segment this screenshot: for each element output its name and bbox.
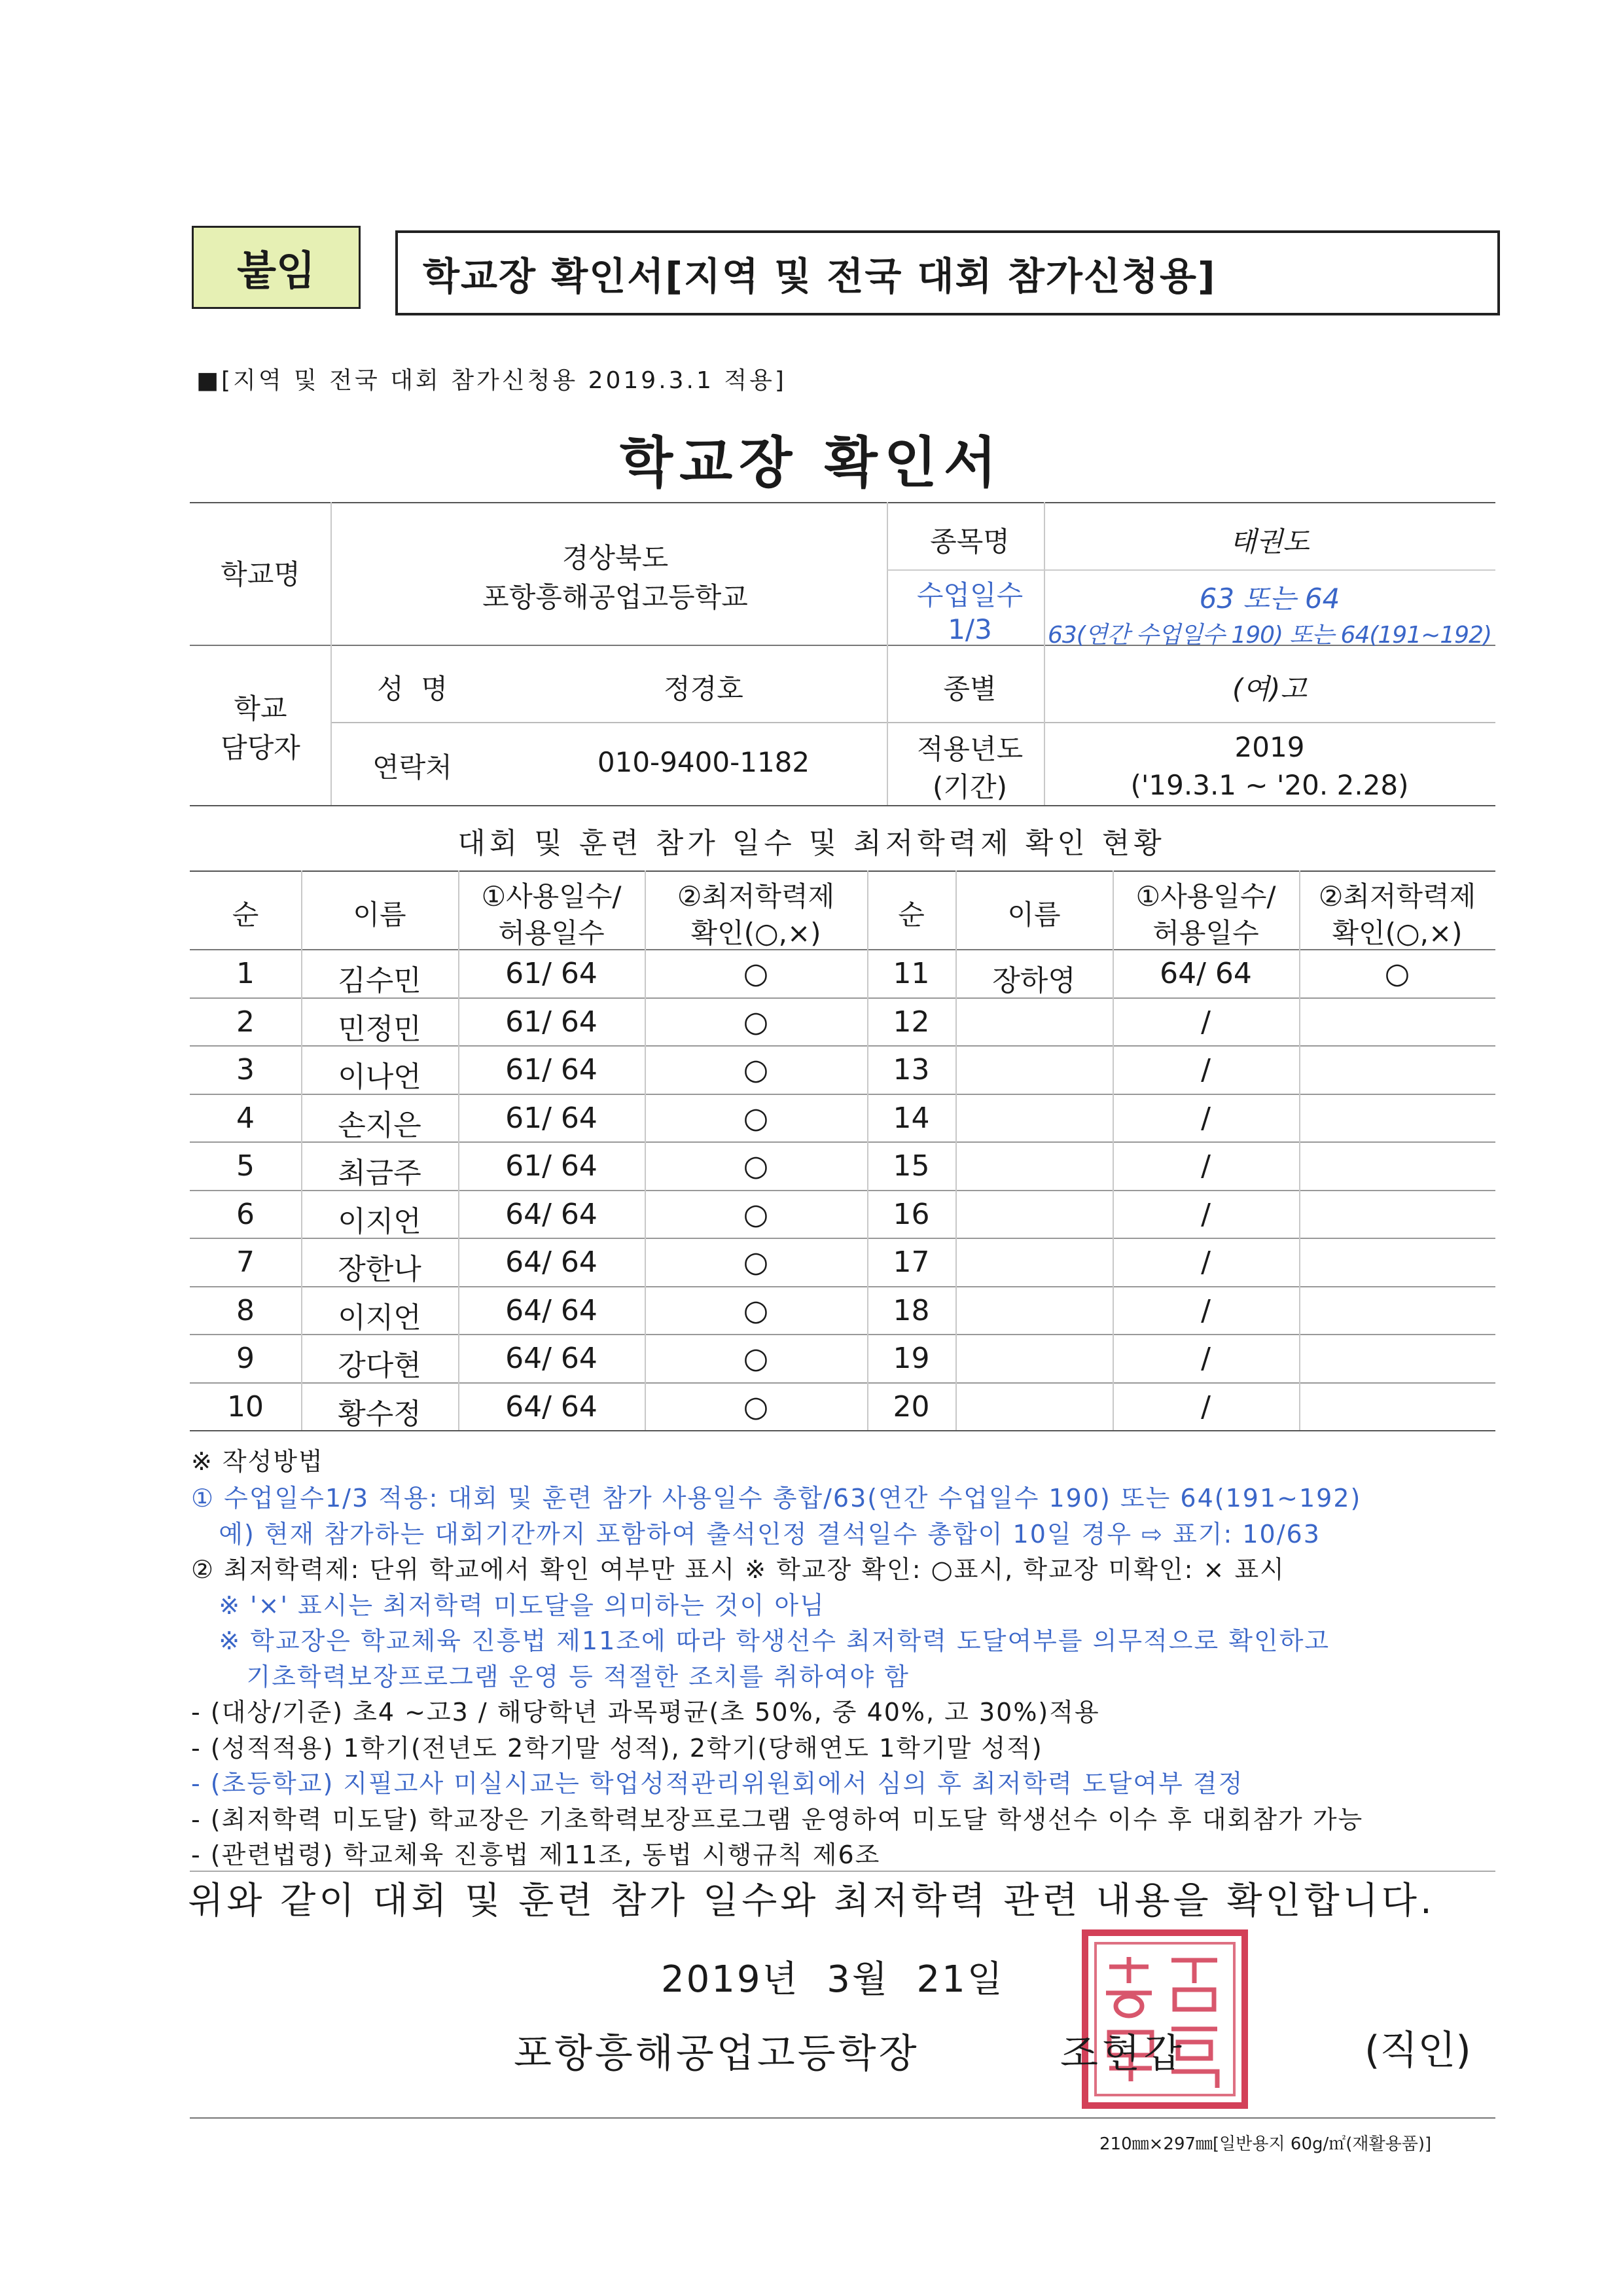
principal-school: 포항흥해공업고등학장 — [514, 2031, 919, 2077]
row-no: 20 — [893, 1390, 930, 1424]
row-name: 민정민 — [338, 1012, 421, 1046]
row-days: / — [1201, 1101, 1211, 1135]
document-header-title: 학교장 확인서[지역 및 전국 대회 참가신청용] — [395, 230, 1500, 315]
header-days-1: ①사용일수/ — [481, 880, 622, 912]
row-name: 최금주 — [338, 1157, 421, 1190]
row-no: 8 — [236, 1293, 255, 1327]
row-no: 12 — [893, 1005, 930, 1039]
row-days: 64/ 64 — [505, 1246, 597, 1279]
row-days: / — [1201, 1390, 1211, 1424]
row-days: 61/ 64 — [505, 957, 597, 990]
class-days-label-1: 수업일수 — [916, 579, 1024, 611]
gender-value: (여)고 — [1232, 673, 1307, 705]
note-line: ① 수업일수1/3 적용: 대회 및 훈련 참가 사용일수 총합/63(연간 수업일수 190) 또는 64(191~192) — [191, 1484, 1362, 1513]
row-no: 16 — [893, 1197, 930, 1231]
name-label: 성 명 — [377, 673, 448, 705]
row-days: 61/ 64 — [505, 1149, 597, 1183]
header-name: 이름 — [353, 899, 406, 931]
class-days-value: 63 또는 64 — [1199, 583, 1340, 615]
row-check: ○ — [743, 1390, 769, 1424]
row-days: / — [1201, 1197, 1211, 1231]
row-no: 17 — [893, 1246, 930, 1279]
note-line: ② 최저학력제: 단위 학교에서 확인 여부만 표시 ※ 학교장 확인: ○표시, 학교장 미확인: × 표시 — [191, 1555, 1285, 1584]
row-no: 1 — [236, 957, 255, 990]
issue-date: 2019년 3월 21일 — [661, 1958, 1005, 2001]
seal-mark: (직인) — [1364, 2028, 1471, 2073]
row-check: ○ — [743, 1005, 769, 1039]
school-name-label: 학교명 — [221, 558, 300, 590]
notes-heading: ※ 작성방법 — [191, 1447, 324, 1476]
event-value: 태권도 — [1230, 526, 1310, 558]
note-line: - (대상/기준) 초4 ~고3 / 해당학년 과목평균(초 50%, 중 40%, 고 30%)적용 — [191, 1698, 1100, 1727]
row-days: 61/ 64 — [505, 1053, 597, 1086]
row-no: 9 — [236, 1342, 255, 1375]
row-name: 이나언 — [338, 1060, 421, 1094]
row-days: / — [1201, 1246, 1211, 1279]
note-line: - (성적적용) 1학기(전년도 2학기말 성적), 2학기(당해연도 1학기말 성적) — [191, 1733, 1043, 1763]
class-days-detail: 63(연간 수업일수 190) 또는 64(191~192) — [1047, 622, 1492, 649]
row-days: / — [1201, 1053, 1211, 1086]
gender-label: 종별 — [943, 673, 997, 705]
page-title: 학교장 확인서 — [619, 431, 1004, 495]
row-days: 64/ 64 — [505, 1342, 597, 1375]
year-label-1: 적용년도 — [916, 733, 1024, 765]
contact-label-2: 담당자 — [221, 732, 300, 764]
row-no: 13 — [893, 1053, 930, 1086]
row-days: / — [1201, 1342, 1211, 1375]
row-days: 64/ 64 — [505, 1293, 597, 1327]
row-no: 14 — [893, 1101, 930, 1135]
row-days: / — [1201, 1293, 1211, 1327]
school-name: 포항흥해공업고등학교 — [482, 581, 748, 613]
row-name: 장한나 — [338, 1253, 421, 1286]
header-check-2: 확인(○,×) — [1332, 917, 1463, 949]
row-days: / — [1201, 1149, 1211, 1183]
row-no: 5 — [236, 1149, 255, 1183]
note-line: 예) 현재 참가하는 대회기간까지 포함하여 출석인정 결석일수 총합이 10일 경우 ⇨ 표기: 10/63 — [191, 1519, 1321, 1549]
row-days: 64/ 64 — [505, 1197, 597, 1231]
row-no: 6 — [236, 1197, 255, 1231]
row-days: 61/ 64 — [505, 1101, 597, 1135]
header-days-2: 허용일수 — [498, 917, 605, 949]
row-no: 18 — [893, 1293, 930, 1327]
row-check: ○ — [743, 1149, 769, 1183]
row-name: 황수정 — [338, 1397, 421, 1431]
note-line: - (관련법령) 학교체육 진흥법 제11조, 동법 시행규칙 제6조 — [191, 1840, 881, 1869]
row-no: 3 — [236, 1053, 255, 1086]
participation-section-title: 대회 및 훈련 참가 일수 및 최저학력제 확인 현황 — [457, 827, 1166, 860]
official-seal — [1080, 1928, 1250, 2111]
application-note: ■[지역 및 전국 대회 참가신청용 2019.3.1 적용] — [196, 367, 787, 394]
contact-name: 정경호 — [664, 673, 743, 705]
row-name: 장하영 — [992, 964, 1076, 997]
row-days: / — [1201, 1005, 1211, 1039]
confirmation-statement: 위와 같이 대회 및 훈련 참가 일수와 최저학력 관련 내용을 확인합니다. — [188, 1880, 1435, 1922]
row-check: ○ — [743, 1246, 769, 1279]
row-days: 61/ 64 — [505, 1005, 597, 1039]
note-line: ※ '×' 표시는 최저학력 미도달을 의미하는 것이 아님 — [191, 1590, 825, 1620]
row-no: 4 — [236, 1101, 255, 1135]
row-no: 15 — [893, 1149, 930, 1183]
contact-label-1: 학교 — [234, 692, 287, 725]
phone-label: 연락처 — [372, 751, 452, 783]
phone-value: 010-9400-1182 — [597, 746, 810, 778]
row-no: 11 — [893, 957, 930, 990]
row-check: ○ — [743, 1101, 769, 1135]
row-name: 이지언 — [338, 1204, 421, 1238]
row-name: 강다현 — [338, 1349, 421, 1382]
event-label: 종목명 — [930, 526, 1010, 558]
row-check: ○ — [743, 1053, 769, 1086]
period-value: ('19.3.1 ~ '20. 2.28) — [1130, 769, 1409, 801]
year-value: 2019 — [1234, 731, 1305, 763]
header-check-2: 확인(○,×) — [690, 917, 821, 949]
row-name: 손지은 — [338, 1108, 421, 1142]
row-check: ○ — [743, 1293, 769, 1327]
row-no: 19 — [893, 1342, 930, 1375]
row-no: 7 — [236, 1246, 255, 1279]
principal-name: 조현갑 — [1060, 2031, 1186, 2077]
note-line: - (초등학교) 지필고사 미실시교는 학업성적관리위원회에서 심의 후 최저학력 도달여부 결정 — [191, 1769, 1244, 1798]
row-no: 2 — [236, 1005, 255, 1039]
header-check-1: ②최저학력제 — [1318, 880, 1476, 912]
header-no: 순 — [898, 899, 925, 931]
note-line: 기초학력보장프로그램 운영 등 적절한 조치를 취하여야 함 — [191, 1662, 910, 1691]
header-no: 순 — [232, 899, 259, 931]
note-line: ※ 학교장은 학교체육 진흥법 제11조에 따라 학생선수 최저학력 도달여부를 의무적으로 확인하고 — [191, 1626, 1330, 1655]
row-name: 이지언 — [338, 1300, 421, 1335]
row-days: 64/ 64 — [1160, 957, 1252, 990]
class-days-label-2: 1/3 — [948, 613, 992, 645]
paper-spec: 210㎜×297㎜[일반용지 60g/㎡(재활용품)] — [1099, 2134, 1432, 2154]
attachment-tag: 붙임 — [192, 226, 361, 309]
row-name: 김수민 — [338, 964, 421, 997]
header-days-2: 허용일수 — [1152, 917, 1259, 949]
row-no: 10 — [227, 1390, 264, 1424]
school-region: 경상북도 — [562, 542, 669, 574]
year-label-2: (기간) — [933, 771, 1007, 803]
row-check: ○ — [743, 1197, 769, 1231]
header-check-1: ②최저학력제 — [677, 880, 835, 912]
row-check: ○ — [743, 957, 769, 990]
row-days: 64/ 64 — [505, 1390, 597, 1424]
header-days-1: ①사용일수/ — [1135, 880, 1276, 912]
row-check: ○ — [743, 1342, 769, 1375]
row-check: ○ — [1384, 957, 1410, 990]
note-line: - (최저학력 미도달) 학교장은 기초학력보장프로그램 운영하여 미도달 학생선수 이수 후 대회참가 가능 — [191, 1804, 1364, 1834]
header-name: 이름 — [1007, 899, 1061, 931]
